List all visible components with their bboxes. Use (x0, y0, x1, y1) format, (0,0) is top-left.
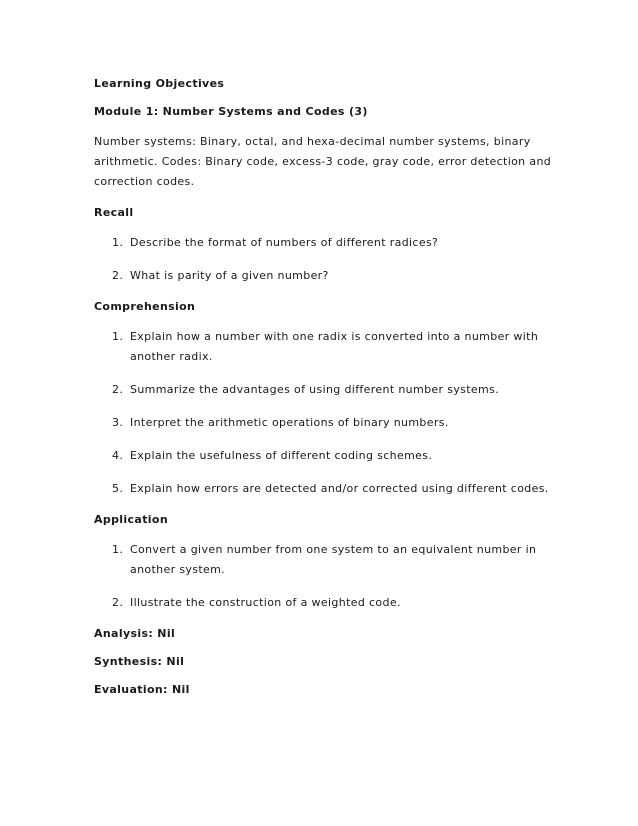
list-number: 4. (112, 449, 124, 462)
evaluation-heading: Evaluation: Nil (94, 683, 190, 696)
list-number: 2. (112, 596, 124, 609)
page-title: Learning Objectives (94, 77, 225, 90)
list-item (94, 233, 554, 253)
list-text: Explain how errors are detected and/or corrected using different codes. (130, 482, 549, 495)
list-item (94, 266, 554, 286)
document-page (94, 76, 554, 710)
list-number: 3. (112, 416, 124, 429)
recall-section (94, 205, 554, 286)
module-description: Number systems: Binary, octal, and hexa-decimal number systems, binary arithmetic. Codes: Binary code, excess-3 code, gray code, error detection and correction codes. (94, 135, 552, 188)
application-list (94, 540, 554, 613)
list-text: Convert a given number from one system to an equivalent number in another system. (130, 543, 537, 576)
list-number: 2. (112, 383, 124, 396)
comprehension-list (94, 327, 554, 499)
list-number: 5. (112, 482, 124, 495)
list-number: 1. (112, 543, 124, 556)
list-text: What is parity of a given number? (130, 269, 329, 282)
list-text: Explain the usefulness of different coding schemes. (130, 449, 433, 462)
recall-heading: Recall (94, 206, 134, 219)
list-item (94, 380, 554, 400)
analysis-heading: Analysis: Nil (94, 627, 176, 640)
list-item (94, 413, 554, 433)
list-item (94, 446, 554, 466)
comprehension-heading: Comprehension (94, 300, 196, 313)
list-text: Illustrate the construction of a weighted code. (130, 596, 401, 609)
module-heading: Module 1: Number Systems and Codes (3) (94, 105, 368, 118)
comprehension-section (94, 299, 554, 499)
list-text: Describe the format of numbers of different radices? (130, 236, 439, 249)
list-number: 2. (112, 269, 124, 282)
synthesis-heading: Synthesis: Nil (94, 655, 185, 668)
recall-list (94, 233, 554, 286)
application-section (94, 512, 554, 613)
list-number: 1. (112, 236, 124, 249)
list-text: Explain how a number with one radix is converted into a number with another radix. (130, 330, 539, 363)
list-text: Interpret the arithmetic operations of binary numbers. (130, 416, 449, 429)
application-heading: Application (94, 513, 169, 526)
list-item (94, 540, 554, 580)
list-item (94, 593, 554, 613)
list-number: 1. (112, 330, 124, 343)
list-item (94, 479, 554, 499)
list-text: Summarize the advantages of using different number systems. (130, 383, 500, 396)
list-item (94, 327, 554, 367)
